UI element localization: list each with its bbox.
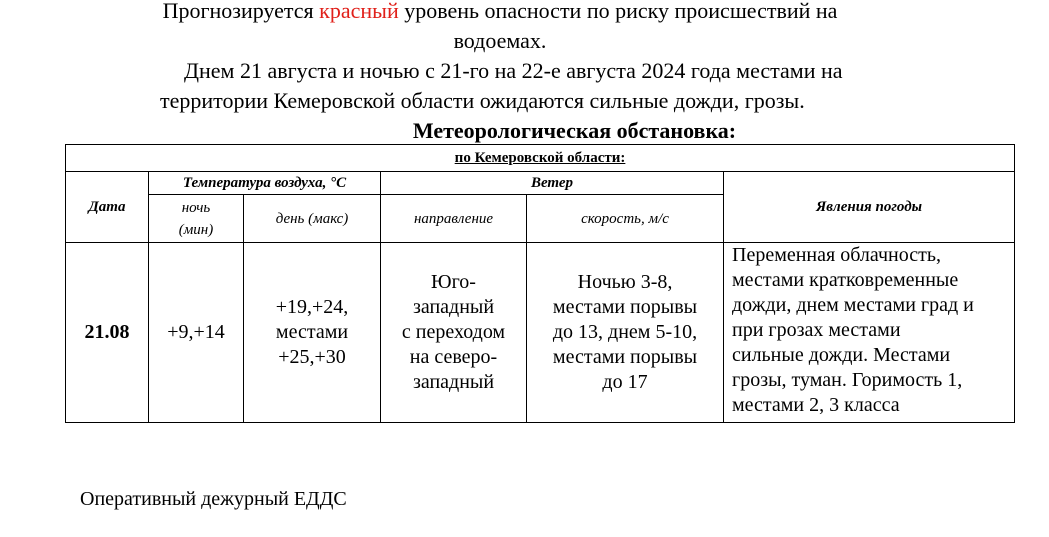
table-row — [66, 243, 1015, 423]
wind-dir-header: направление — [381, 195, 527, 243]
phenomena-cell: Переменная облачность, местами кратковременные дожди, днем местами град и при грозах местами сильные дожди. Местами грозы, туман. Горимость 1, местами 2, 3 класса — [724, 243, 1015, 423]
danger-level-red: красный — [319, 0, 399, 23]
forecast-line-1: Днем 21 августа и ночью с 21-го на 22-е августа 2024 года местами на — [184, 58, 843, 83]
warning-text-tail: уровень опасности по риску происшествий на — [398, 0, 838, 23]
meteo-table — [65, 144, 1015, 423]
temp-day-header: день (макс) — [244, 195, 381, 243]
temp-night-cell: +9,+14 — [149, 243, 244, 423]
warning-text: Прогнозируется — [162, 0, 320, 23]
wind-header: Ветер — [381, 172, 724, 195]
temp-night-header: ночь (мин) — [149, 195, 244, 243]
phenomena-header: Явления погоды — [724, 172, 1015, 243]
temp-day-cell: +19,+24, местами +25,+30 — [244, 243, 381, 423]
footer-signature: Оперативный дежурный ЕДДС — [80, 488, 347, 510]
temp-header: Температура воздуха, °С — [149, 172, 381, 195]
wind-dir-cell: Юго- западный с переходом на северо- западный — [381, 243, 527, 423]
warning-line-1 — [160, 0, 840, 24]
forecast-line-2: территории Кемеровской области ожидаются сильные дожди, грозы. — [160, 88, 805, 113]
region-header: по Кемеровской области: — [66, 145, 1015, 172]
date-header: Дата — [66, 172, 149, 243]
wind-speed-cell: Ночью 3-8, местами порывы до 13, днем 5-10, местами порывы до 17 — [527, 243, 724, 423]
warning-line-2: водоемах. — [453, 28, 547, 53]
date-cell: 21.08 — [66, 243, 149, 423]
region-row — [66, 145, 1015, 172]
header-row-1 — [66, 172, 1015, 195]
meteo-title: Метеорологическая обстановка: — [412, 118, 737, 143]
wind-speed-header: скорость, м/с — [527, 195, 724, 243]
